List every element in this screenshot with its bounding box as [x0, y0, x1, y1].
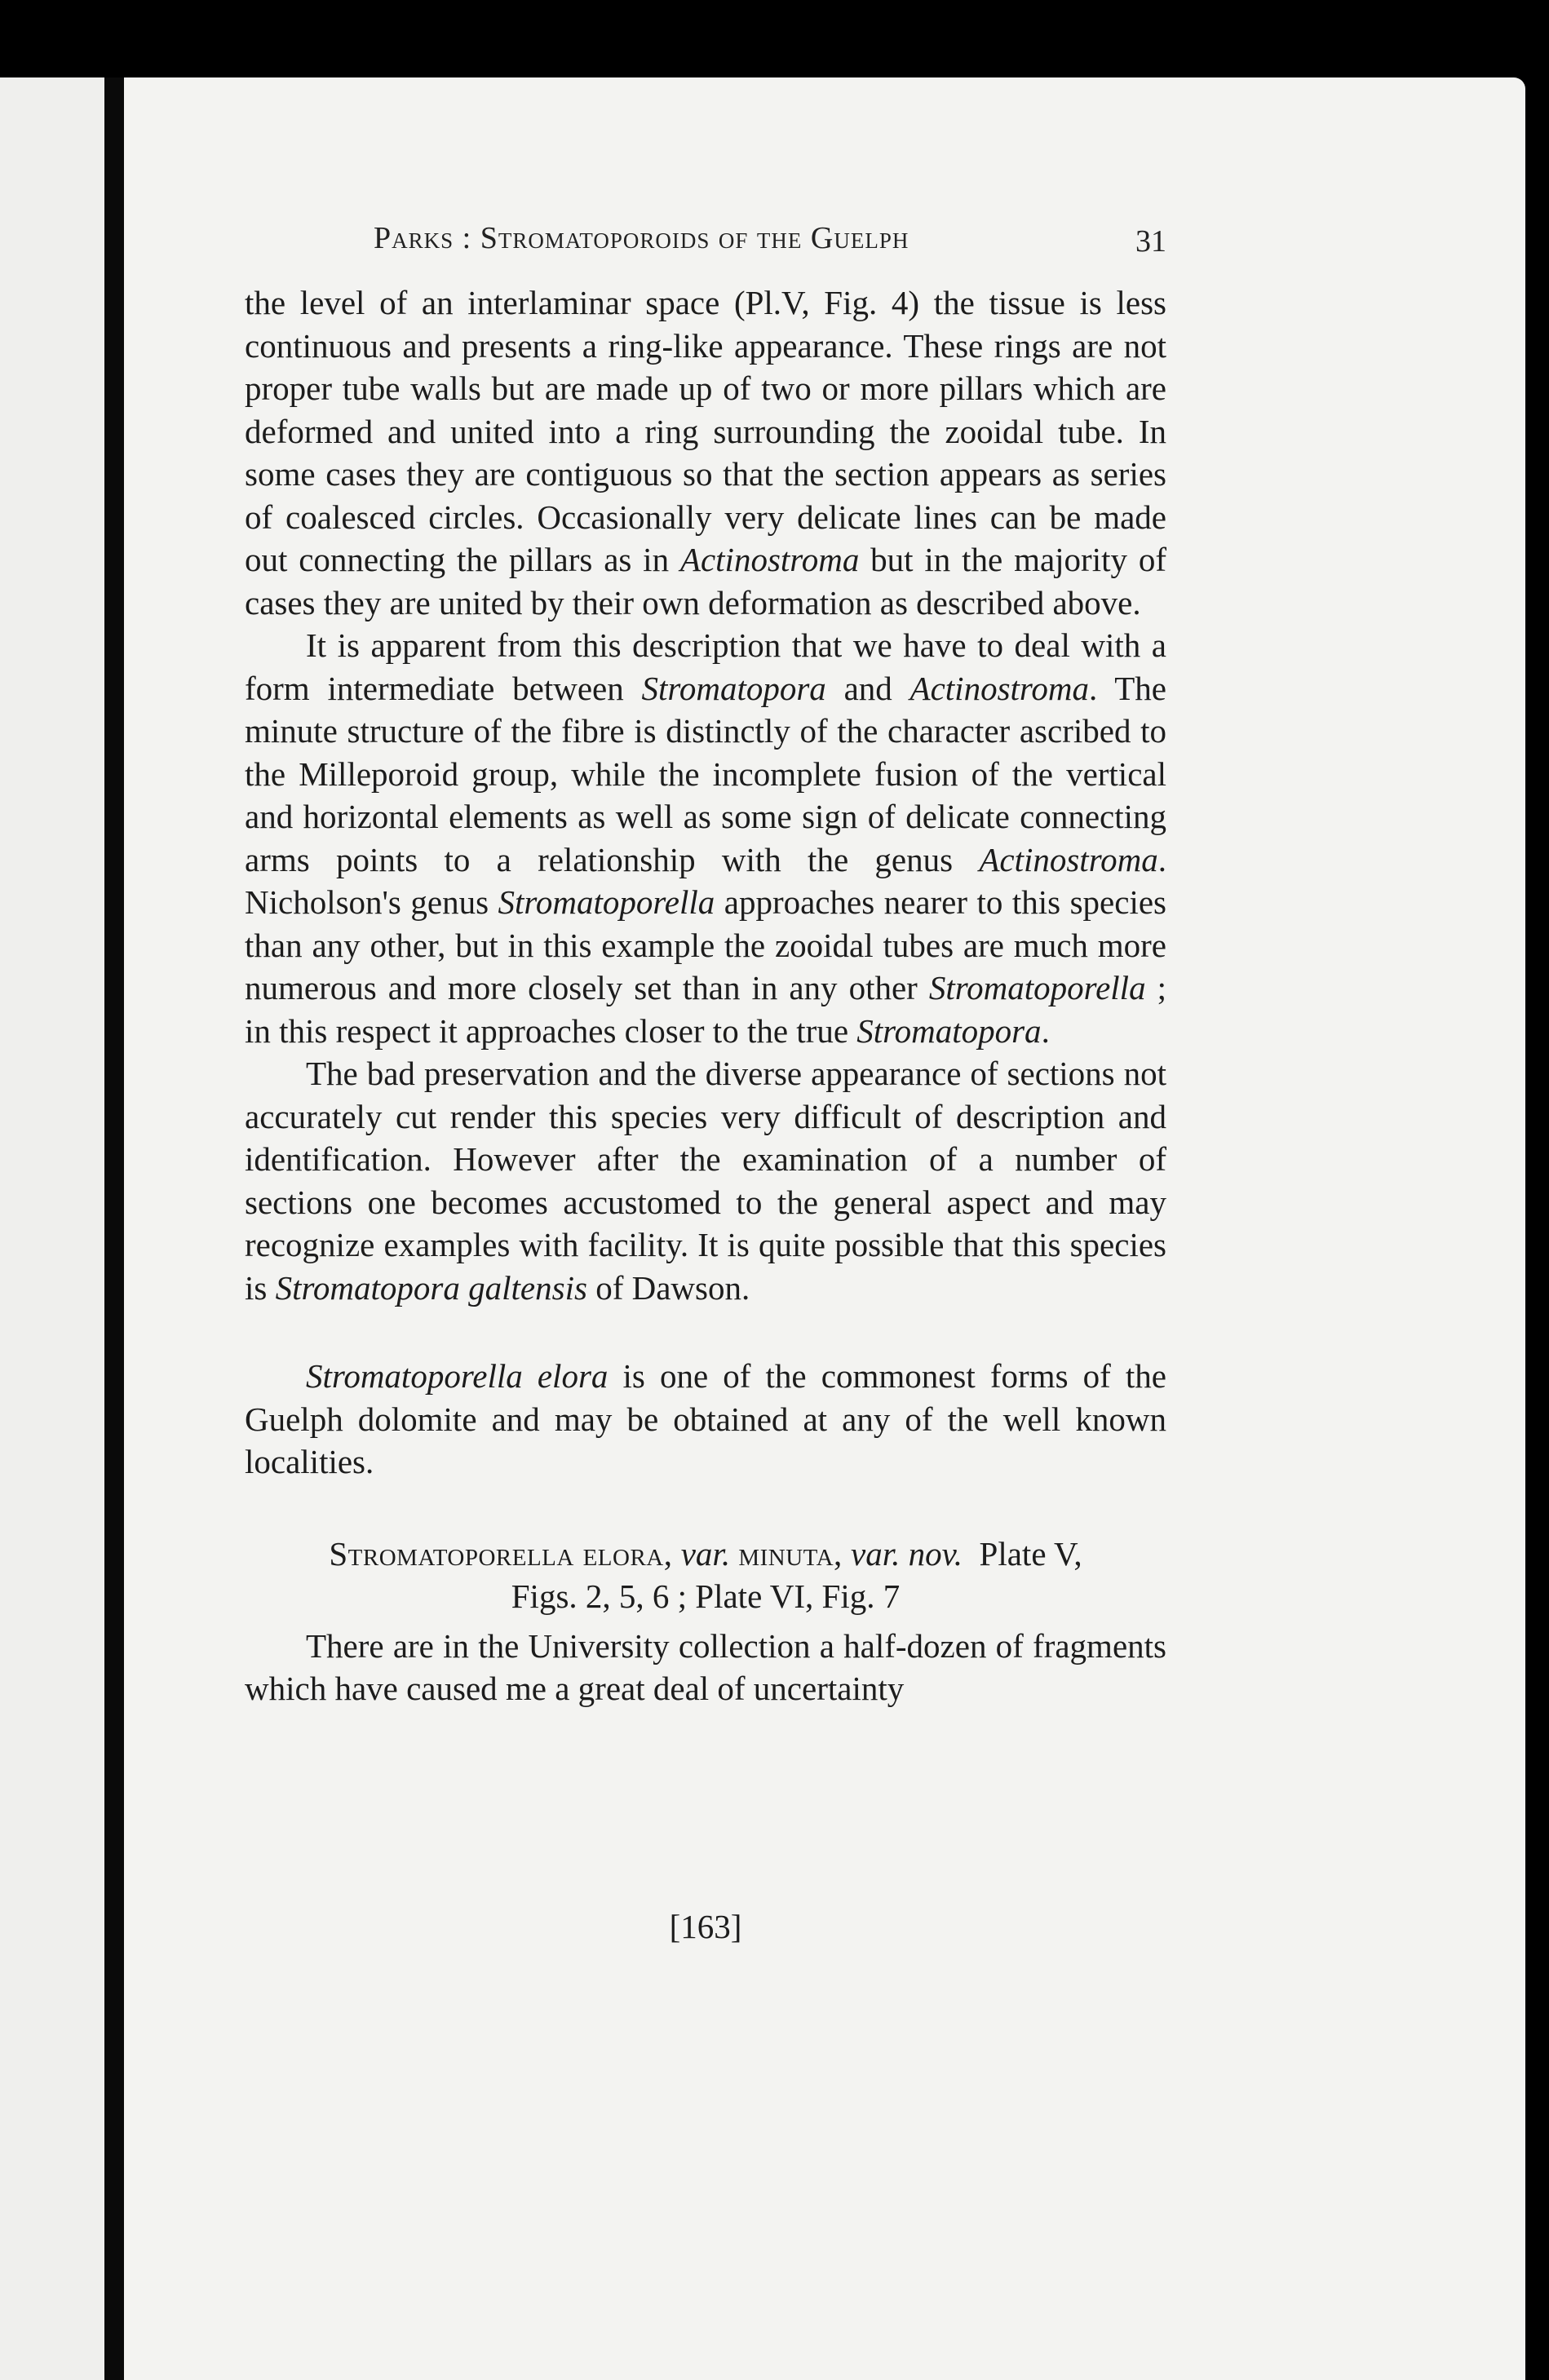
taxon-heading-name: Stromatoporella elora,	[329, 1534, 673, 1573]
var-label: var.	[680, 1534, 731, 1573]
taxon-name: Stromatopora	[856, 1011, 1042, 1050]
taxon-name: Stromatoporella elora	[306, 1357, 609, 1395]
taxon-name: Stromatoporella	[498, 883, 715, 921]
running-head-title: Parks : Stromatoporoids of the Guelph	[374, 221, 909, 255]
taxon-name: Actinostroma	[979, 840, 1158, 878]
book-gutter	[104, 77, 124, 2380]
section-heading	[245, 1533, 1166, 1618]
page-number: 31	[1135, 224, 1166, 259]
paragraph-1	[245, 281, 1166, 624]
paragraph-2	[245, 624, 1166, 1052]
paragraph-4	[245, 1355, 1166, 1484]
text-run: The bad preservation and the diverse appearance of sections not accurately cut render this species very difficult of description and identification. However after the examination of a number of sections one becomes accustomed to the general aspect and may recognize examples with facility. It is quite possible that this species is	[245, 1055, 1166, 1307]
text-run: . The minute structure of the fibre is distinctly of the character ascribed to the Milleporoid group, while the incomplete fusion of the vertical and horizontal elements as well as some sign of delicate connecting arms points to a relationship with the genus	[245, 669, 1166, 878]
text-run: but in the majority of cases they are united by their own deformation as described above.	[245, 541, 1166, 622]
text-run: and	[825, 669, 910, 707]
taxon-name: Stromatoporella	[928, 969, 1146, 1006]
text-run: is one of the commonest forms of the Guelph dolomite and may be obtained at any of the well known localities.	[245, 1357, 1166, 1480]
taxon-name: Actinostroma	[679, 541, 860, 578]
taxon-name: Stromatopora galtensis	[275, 1268, 587, 1307]
text-run: ; in this respect it approaches closer to the true	[245, 969, 1166, 1050]
variety-name: minuta,	[738, 1534, 843, 1573]
text-run: .	[1041, 1011, 1050, 1050]
text-run: the level of an interlaminar space (Pl.V, Fig. 4) the tissue is less continuous and presents a ring-like appearance. These rings are not proper tube walls but are made up of two or more pillars which are deformed and united into a ring surrounding the zooidal tube. In some cases they are contiguous so that the section appears as series of coalesced circles. Occasionally very delicate lines can be made out connecting the pillars as in	[245, 284, 1166, 578]
text-run: of Dawson.	[586, 1268, 750, 1307]
text-run: approaches nearer to this species than any other, but in this example the zooidal tubes are much more numerous and more closely set than in any other	[245, 883, 1167, 1006]
text-run: . Nicholson's genus	[245, 840, 1166, 921]
section-heading-line-1	[245, 1533, 1166, 1576]
taxon-name: Actinostroma	[909, 669, 1089, 707]
facing-page-edge	[0, 77, 118, 2380]
section-heading-line-2: Figs. 2, 5, 6 ; Plate VI, Fig. 7	[511, 1577, 901, 1615]
body-text	[245, 281, 1166, 1710]
taxon-name: Stromatopora	[641, 669, 826, 707]
var-nov-label: var. nov.	[851, 1534, 963, 1573]
running-head	[245, 220, 1166, 269]
plate-reference: Plate V,	[979, 1534, 1082, 1573]
folio-number: [163]	[669, 1908, 742, 1945]
text-run: It is apparent from this description that we have to deal with a form intermediate between	[245, 626, 1166, 707]
paragraph-5: There are in the University collection a half-dozen of fragments which have caused me a great deal of uncertainty	[245, 1626, 1166, 1707]
paragraph-3	[245, 1052, 1166, 1309]
